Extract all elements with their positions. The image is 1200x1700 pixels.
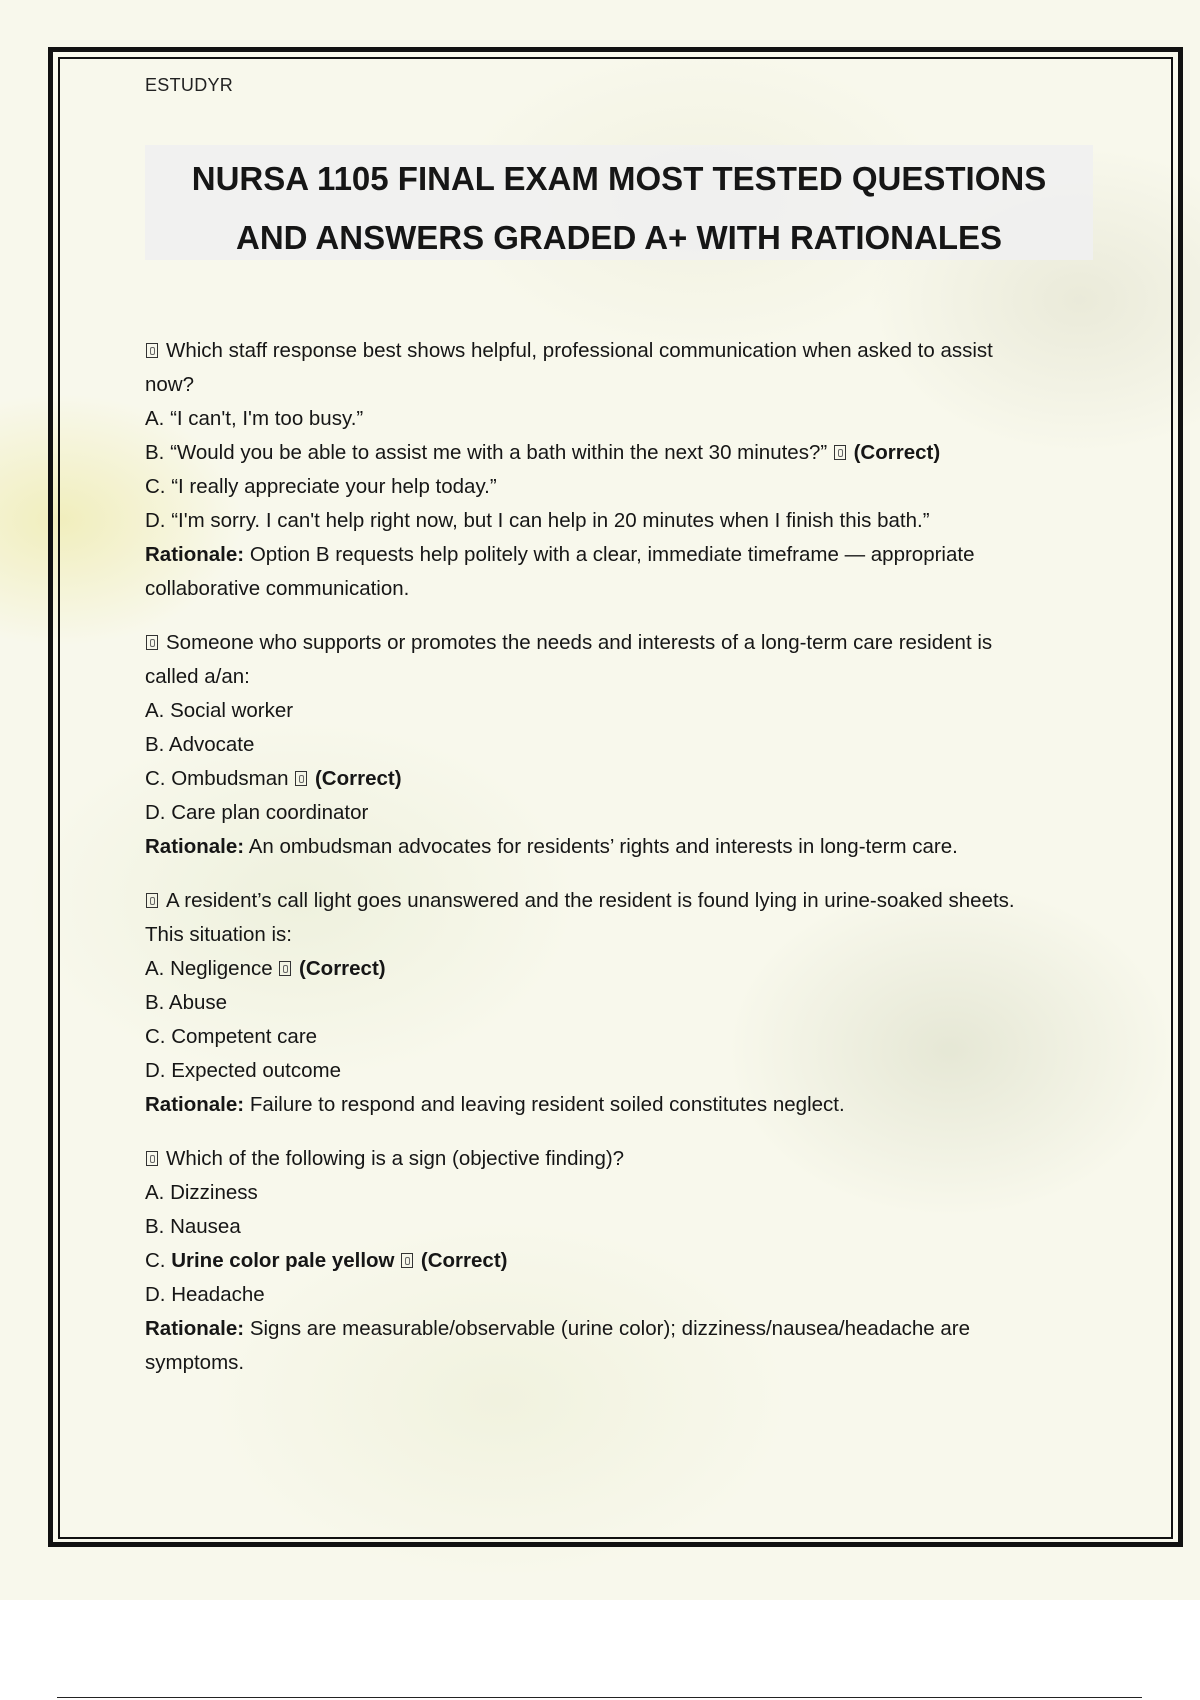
correct-label: (Correct) (420, 1249, 508, 1272)
option-a: A. Dizziness (145, 1181, 258, 1204)
question-3 (145, 884, 1095, 1122)
brand-label: ESTUDYR (145, 75, 234, 95)
question-stem: Which staff response best shows helpful, professional communication when asked to assist (145, 334, 1095, 368)
question-marker-icon (146, 343, 158, 358)
question-list (145, 334, 1095, 1400)
rationale: Rationale: Signs are measurable/observable (urine color); dizziness/nausea/headache are (145, 1317, 971, 1340)
option-b: B. Advocate (145, 733, 255, 756)
option-c: C. Ombudsman (Correct) (145, 767, 402, 790)
rationale: Rationale: An ombudsman advocates for residents’ rights and interests in long-term care. (145, 835, 958, 858)
question-4 (145, 1142, 1095, 1380)
question-1 (145, 334, 1095, 606)
option-d: D. Headache (145, 1283, 265, 1306)
option-c: C. Urine color pale yellow (Correct) (145, 1249, 508, 1272)
title-line-1: NURSA 1105 FINAL EXAM MOST TESTED QUESTIONS (191, 160, 1047, 197)
check-marker-icon (401, 1253, 413, 1268)
question-marker-icon (146, 893, 158, 908)
option-b: B. Abuse (145, 991, 228, 1014)
option-b: B. Nausea (145, 1215, 241, 1238)
rationale: Rationale: Failure to respond and leaving resident soiled constitutes neglect. (145, 1093, 845, 1116)
option-a: A. Negligence (Correct) (145, 957, 386, 980)
rationale: Rationale: Option B requests help politely with a clear, immediate timeframe — appropriate (145, 543, 975, 566)
option-a: A. Social worker (145, 699, 294, 722)
rationale-continued: symptoms. (145, 1351, 245, 1374)
question-2 (145, 626, 1095, 864)
question-stem: A resident’s call light goes unanswered and the resident is found lying in urine-soaked sheets. (145, 884, 1095, 918)
option-c: C. Competent care (145, 1025, 318, 1048)
rationale-label: Rationale: (145, 1317, 245, 1340)
rationale-label: Rationale: (145, 543, 245, 566)
option-d: D. “I'm sorry. I can't help right now, but I can help in 20 minutes when I finish this bath.” (145, 509, 930, 532)
title-banner (145, 145, 1093, 260)
question-stem-continued: This situation is: (145, 923, 292, 946)
question-marker-icon (146, 635, 158, 650)
footer-divider (57, 1697, 1142, 1698)
correct-label: (Correct) (853, 441, 941, 464)
option-d: D. Care plan coordinator (145, 801, 369, 824)
rationale-label: Rationale: (145, 1093, 245, 1116)
title-line-2: AND ANSWERS GRADED A+ WITH RATIONALES (235, 219, 1003, 256)
option-a: A. “I can't, I'm too busy.” (145, 407, 364, 430)
option-d: D. Expected outcome (145, 1059, 341, 1082)
check-marker-icon (834, 445, 846, 460)
question-marker-icon (146, 1151, 158, 1166)
rationale-label: Rationale: (145, 835, 245, 858)
option-b: B. “Would you be able to assist me with a bath within the next 30 minutes?” (Correct) (145, 441, 941, 464)
question-stem-continued: called a/an: (145, 665, 250, 688)
question-stem: Someone who supports or promotes the needs and interests of a long-term care resident is (145, 626, 1095, 660)
option-c-answer-text: Urine color pale yellow (171, 1249, 395, 1272)
correct-label: (Correct) (299, 957, 386, 980)
check-marker-icon (295, 771, 307, 786)
correct-label: (Correct) (314, 767, 402, 790)
rationale-continued: collaborative communication. (145, 577, 410, 600)
check-marker-icon (279, 961, 291, 976)
option-c: C. “I really appreciate your help today.” (145, 475, 497, 498)
question-stem-continued: now? (145, 373, 195, 396)
question-stem: Which of the following is a sign (objective finding)? (145, 1142, 1095, 1176)
